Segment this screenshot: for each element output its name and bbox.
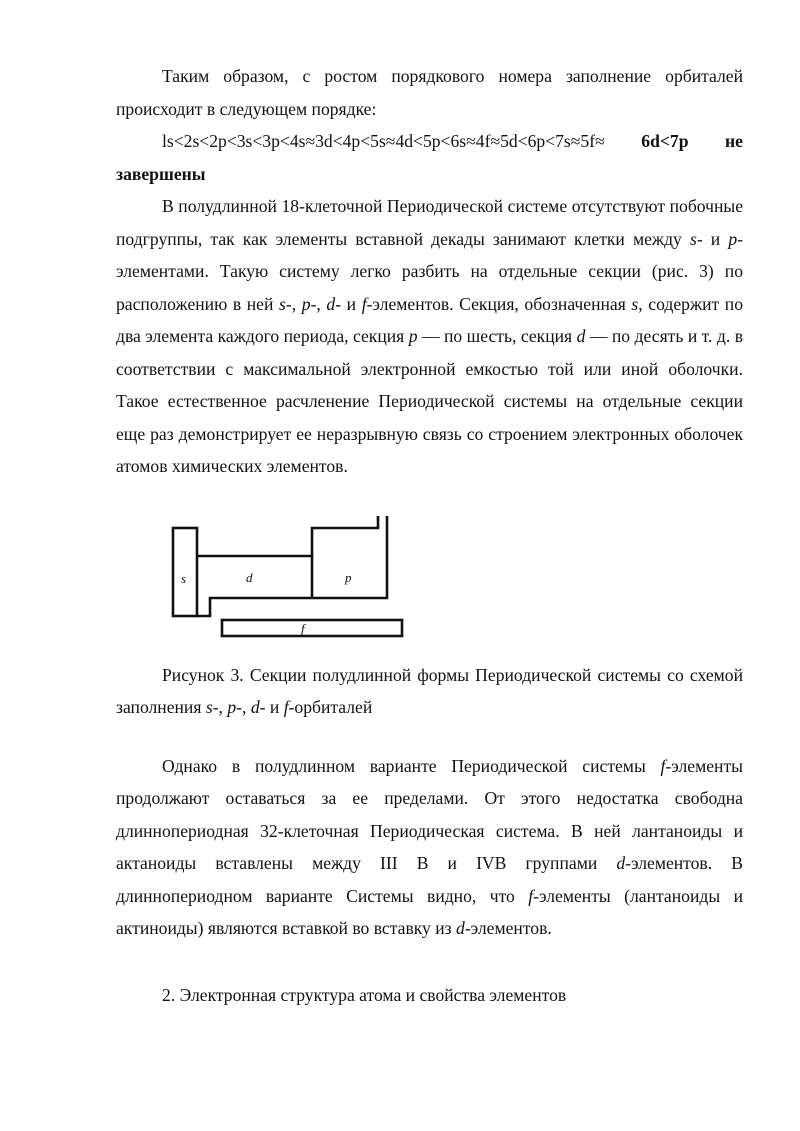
- f-block: [222, 620, 402, 636]
- label-p: p: [345, 569, 352, 585]
- label-f: f: [301, 620, 305, 636]
- label-s: s: [181, 570, 187, 586]
- d-p-top-outline: [197, 516, 378, 556]
- figure-caption: Рисунок 3. Секции полудлинной формы Периодической системы со схемой заполнения s-, p-, d- и f-орбиталей: [116, 664, 743, 717]
- paragraph-sequence: [116, 125, 743, 190]
- figure-periodic-sections: [116, 516, 743, 651]
- paragraph-intro: Таким образом, с ростом порядкового номера заполнение орбиталей происходит в следующем порядке:: [116, 66, 743, 119]
- paragraph-sections: В полудлинной 18-клеточной Периодической системе отсутствуют побочные подгруппы, так как элементы вставной декады занимают клетки между s- и p-элементами. Такую систему легко разбить на отдельные секции (рис. 3) по расположению в ней s-, p-, d- и f-элементов. Секция, обозначенная s, содержит по два элемента каждого периода, секция p — по шесть, секция d — по десять и т. д. в соответствии с максимальной электронной емкостью той или иной оболочки. Такое естественное расчленение Периодической системы на отдельные секции еще раз демонстрирует ее неразрывную связь со строением электронных оболочек атомов химических элементов.: [116, 196, 744, 476]
- orbital-sequence: ls<2s<2p<3s<3p<4s≈3d<4p<5s≈4d<5p<6s≈4f≈5d<6p<7s≈5f≈: [162, 131, 605, 151]
- document-page: [116, 60, 743, 1011]
- paragraph-long-period: Однако в полудлинном варианте Периодической системы f-элементы продолжают оставаться за ее пределами. От этого недостатка свободна длиннопериодная 32-клеточная Периодическая система. В ней лантаноиды и актаноиды вставлены между III B и IVB группами d-элементов. В длиннопериодном варианте Системы видно, что f-элементы (лантаноиды и актиноиды) являются вставкой во вставку из d-элементов.: [116, 755, 743, 938]
- sequence-bold-tail: 6d<7p не завершены: [116, 131, 743, 184]
- section-heading: 2. Электронная структура атома и свойства элементов: [162, 984, 567, 1005]
- label-d: d: [246, 569, 253, 585]
- bottom-outline: [197, 516, 387, 616]
- periodic-sections-diagram: [166, 516, 406, 641]
